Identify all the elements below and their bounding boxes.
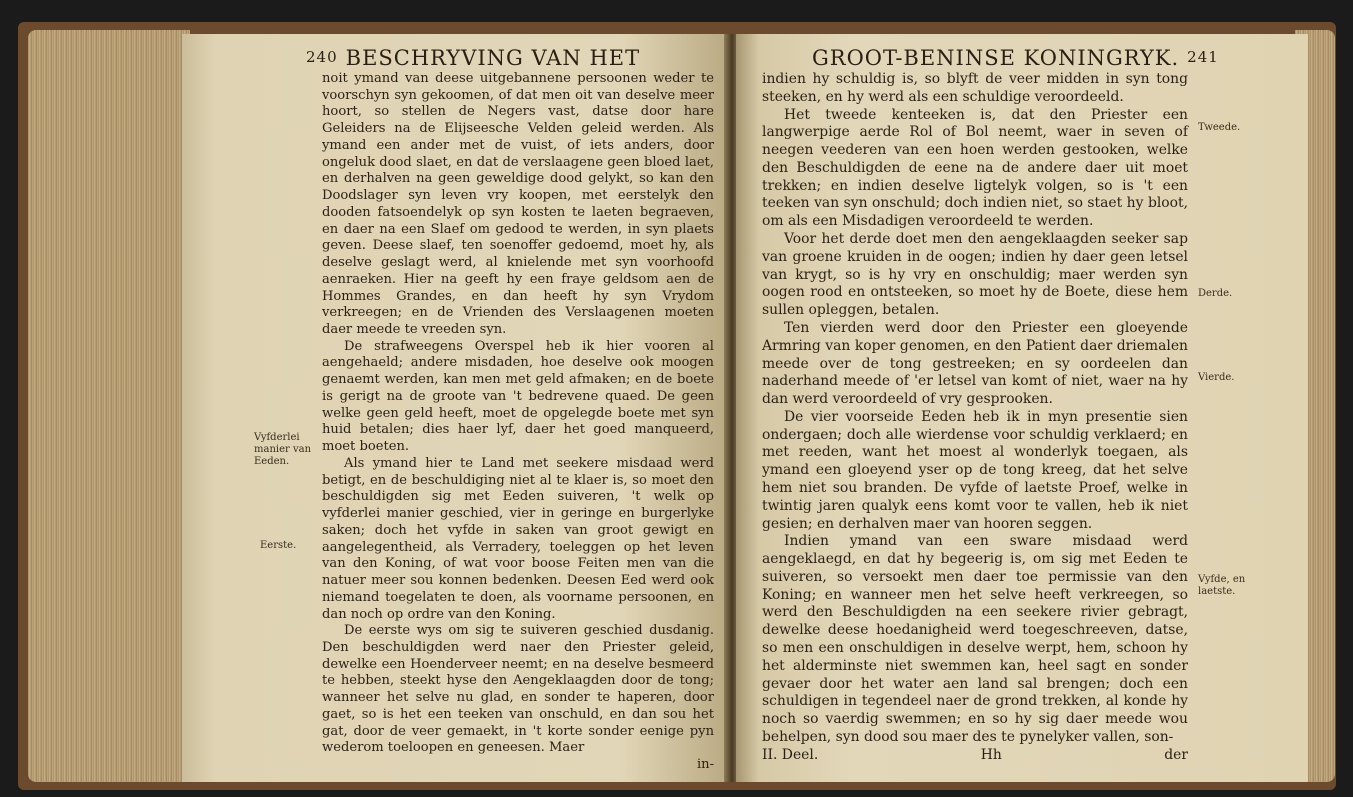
right-page [736,34,1308,782]
margin-note: Vyfde, en laetste. [1198,574,1246,597]
left-text-block [322,71,714,774]
page-number-left: 240 [306,48,338,66]
paragraph: Het tweede kenteeken is, dat den Priester een langwerpige aerde Rol of Bol neemt, waer in seven of neegen veederen van een hoen werden gestooken, welke den Beschuldigden de eene na de andere daer uit moet trekken; en indien deselve ligtelyk volgen, so is 't een teeken van syn onschuld; doch indien niet, so staet hy bloot, om als een Misdadigen veroordeeld te werden. [762,106,1188,230]
paragraph: De vier voorseide Eeden heb ik in myn presentie sien ondergaen; doch alle wierdense voor schuldig verklaerd; en met reeden, want het moest al wonderlyk toegaen, als ymand een gloeyend yser op de tong kreeg, dat het selve hem niet sou branden. De vyfde of laetste Proef, welke in twintig jaren qualyk eens komt voor te vallen, heb ik niet gesien; en derhalven maer van hooren seggen. [762,408,1188,532]
running-head-right: GROOT-BENINSE KONINGRYK. [812,46,1180,70]
margin-note: Eerste. [260,540,297,551]
margin-note: Vyfderlei manier van Eeden. [254,432,312,467]
catchword-line-left [322,757,714,774]
volume-signature: II. Deel. [762,746,819,763]
paragraph: noit ymand van deese uitgebannene persoonen weder te voorschyn syn gekoomen, of dat men oit van deselve meer hoort, so stellen de Negers vast, datse door hare Geleiders na de Elijseesche Velden geleid werden. Als ymand een ander met de vuist, of iets anders, door ongeluk dood slaet, en dat de verslaagene geen bloed laet, en derhalven na geen geweldige dood gelykt, so kan den Doodslager syn leven vry koopen, met eerstelyk den dooden fatsoendelyk op syn kosten te laeten begraeven, en daer na een Slaef om gedood te werden, in syn plaets geven. Deese slaef, ten soenoffer gedoemd, moet hy, als deselve geslagt werd, al knielende met syn voorhoofd aenraeken. Hier na geeft hy een fraye geldsom aen de Hommes Grandes, en dan heeft hy syn Vrydom verkreegen; en de Vrienden des Verslaagenen moeten daer meede te vreeden syn. [322,71,714,338]
left-page [182,34,730,782]
signature-mark: Hh [980,746,1002,763]
catchword: in- [696,757,714,773]
running-head-left: BESCHRYVING VAN HET [345,46,641,70]
page-number-right: 241 [1187,48,1219,66]
catchword: der [1164,746,1188,763]
paragraph: indien hy schuldig is, so blyft de veer midden in syn tong steeken, en hy werd als een schuldige veroordeeld. [762,71,1188,105]
paragraph: De eerste wys om sig te suiveren geschied dusdanig. Den beschuldigden werd naer den Priester geleid, dewelke een Hoenderveer neemt; en na deselve besmeerd te hebben, steekt hyse den Aengeklaagden door de tong; wanneer het selve nu glad, en sonder te haperen, door gaet, so is het een teeken van onschuld, en dan sou het gat, door de veer gemaekt, in 't korte sonder eenige pyn wederom toeloopen en geneesen. Maer [322,623,714,756]
margin-note: Vierde. [1198,372,1235,383]
paragraph: Ten vierden werd door den Priester een gloeyende Armring van koper genomen, en den Patient daer driemalen meede over de tong gestreeken; en sy oordeelen dan naderhand meede of 'er letsel van komt of niet, waer na hy dan werd veroordeeld of vry gesprooken. [762,319,1188,408]
margin-note: Tweede. [1198,122,1241,133]
paragraph: Voor het derde doet men den aengeklaagden seeker sap van groene kruiden in de oogen; indien hy daer geen letsel van krygt, so is hy vry en onschuldig; maer werden syn oogen rood en ontsteeken, so moet hy de Boete, diese hem sullen opleggen, betalen. [762,231,1188,319]
margin-note: Derde. [1198,288,1233,299]
left-running-head [298,46,640,70]
paragraph: De strafweegens Overspel heb ik hier vooren al aengehaeld; andere misdaden, hoe deselve ook moogen genaemt werden, kan men met geld afmaken; en de boete is gerigt na de groote van 't bedrevene quaed. De geen welke geen geld heeft, moet de opgelegde boete met syn huid betalen; dies haer lyf, daer het goed manqueerd, moet boeten. [322,338,714,455]
page-edges-left [28,30,190,782]
right-text-block [762,71,1188,764]
paragraph: Indien ymand van een sware misdaad werd aengeklaegd, en dat hy begeerig is, om sig met Eeden te suiveren, so versoekt men daer toe permissie van den Koning; en wanneer men het selve heeft verkreegen, so werd den Beschuldigden na een seekere rivier gebragt, dewelke deese hoedanigheid werd toegeschreeven, datse, so men een onschuldigen in deselve werpt, hem, schoon hy het alderminste niet swemmen kan, heel sagt en sonder gevaer door het water aen land sal brengen; doch een schuldigen in tegendeel naer de grond trekken, al konde hy noch so vaerdig swemmen; en so hy sig daer meede wou behelpen, syn dood sou maer des te pynelyker vallen, son- [762,533,1188,745]
signature-line [762,747,1188,765]
paragraph: Als ymand hier te Land met seekere misdaad werd betigt, en de beschuldiging niet al te klaer is, so moet den beschuldigden sig met Eeden suiveren, 't welk op vyfderlei manier geschied, vier in geringe en burgerlyke saken; doch het vyfde in saken van groot gewigt en aangelegentheid, als Verradery, toeleggen op het leven van den Koning, of wat voor boose Feiten men van die natuer meer sou konnen bedenken. Deesen Eed werd ook niemand toegelaten te doen, als voorname persoonen, en dan noch op ordre van den Koning. [322,455,714,622]
right-running-head [812,46,1227,70]
